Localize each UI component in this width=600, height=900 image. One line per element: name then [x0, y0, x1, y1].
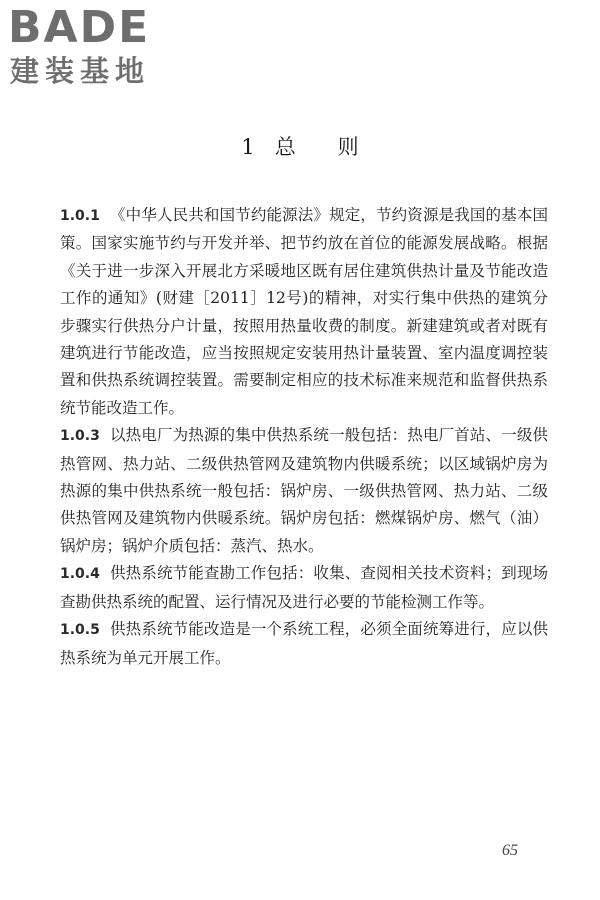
clause-text: 《中华人民共和国节约能源法》规定，节约资源是我国的基本国策。国家实施节约与开发并举、把节约放在首位的能源发展战略。根据《关于进一步深入开展北方采暖地区既有居住建筑供热计量及节能改造工作的通知》(财建［2011］12号)的精神，对实行集中供热的建筑分步骤实行供热分户计量，按照用热量收费的制度。新建建筑或者对既有建筑进行节能改造，应当按照规定安装用热计量装置、室内温度调控装置和供热系统调控装置。需要制定相应的技术标准来规范和监督供热系统节能改造工作。 [60, 206, 548, 417]
clause-1-0-5 [60, 616, 548, 672]
chapter-heading [0, 132, 600, 162]
clause-text: 供热系统节能改造是一个系统工程，必须全面统筹进行，应以供热系统为单元开展工作。 [60, 620, 548, 667]
clause-text: 以热电厂为热源的集中供热系统一般包括：热电厂首站、一级供热管网、热力站、二级供热管网及建筑物内供暖系统；以区域锅炉房为热源的集中供热系统一般包括：锅炉房、一级供热管网、热力站、二级供热管网及建筑物内供暖系统。锅炉房包括：燃煤锅炉房、燃气（油）锅炉房；锅炉介质包括：蒸汽、热水。 [60, 426, 548, 555]
clause-text: 供热系统节能查勘工作包括：收集、查阅相关技术资料；到现场查勘供热系统的配置、运行情况及进行必要的节能检测工作等。 [60, 564, 548, 611]
page-number: 65 [502, 842, 518, 859]
clause-number: 1.0.5 [60, 622, 100, 639]
bade-watermark-logo [8, 2, 178, 92]
logo-cjk-text: 建装基地 [10, 54, 151, 88]
clause-1-0-1 [60, 202, 548, 422]
chapter-number: 1 [241, 135, 255, 159]
logo-latin-text: BADE [8, 2, 151, 53]
clause-number: 1.0.4 [60, 566, 100, 583]
clause-number: 1.0.1 [60, 208, 100, 224]
clause-number: 1.0.3 [60, 428, 100, 445]
chapter-title: 总则 [274, 135, 401, 159]
document-body [60, 202, 548, 672]
clause-1-0-4 [60, 560, 548, 616]
clause-1-0-3 [60, 422, 548, 560]
